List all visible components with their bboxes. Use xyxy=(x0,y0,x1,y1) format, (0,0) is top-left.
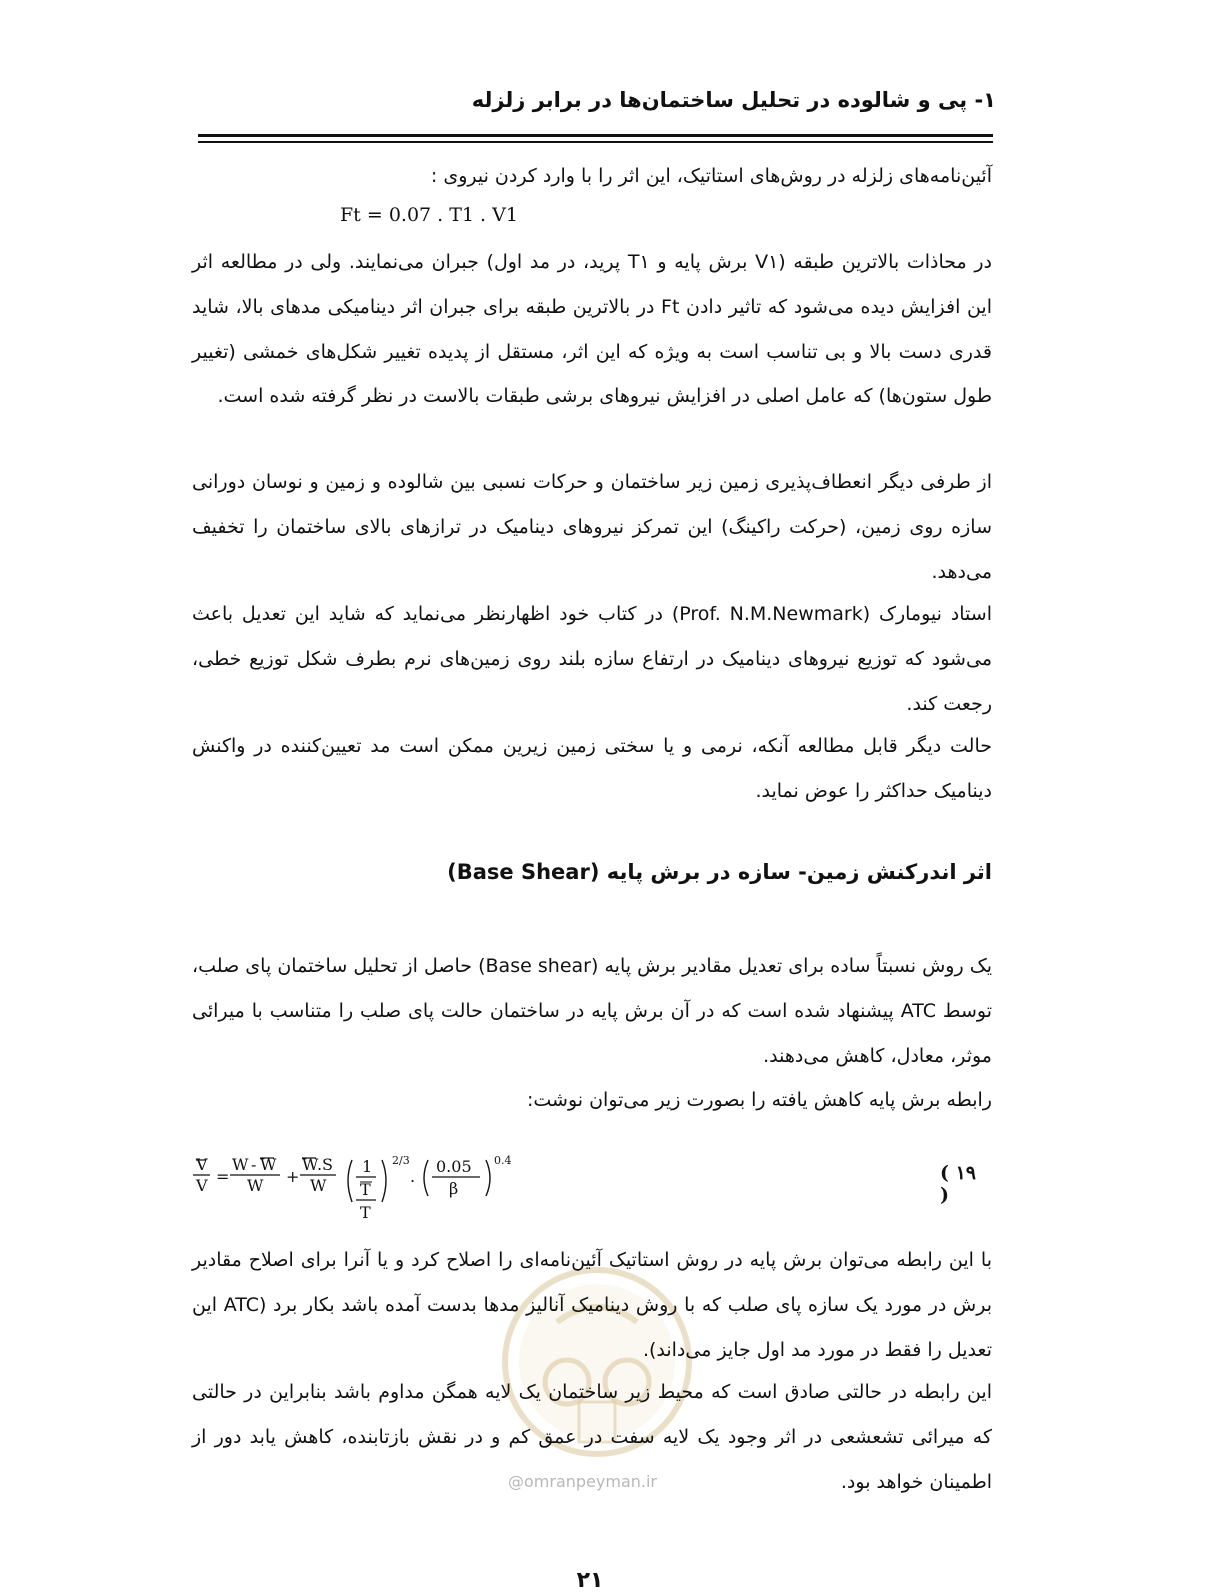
equation-number: ( ۱۹ ) xyxy=(940,1162,977,1206)
eq-c005: 0.05 xyxy=(436,1157,472,1176)
paragraph-3: از طرفی دیگر انعطاف‌پذیری زمین زیر ساختمان و حرکات نسبی بین شالوده و زمین و نوسان دورانی سازه روی زمین، (حرکت راکینگ) این تمرکز نیروهای دینامیک در ترازهای بالای ساختمان را تخفیف می‌دهد. xyxy=(192,471,992,583)
paragraph-7: رابطه برش پایه کاهش یافته را بصورت زیر می‌توان نوشت: xyxy=(526,1089,992,1111)
section-heading: اثر اندرکنش زمین- سازه در برش پایه (Base Shear) xyxy=(447,860,992,884)
paragraph-1: آئین‌نامه‌های زلزله در روش‌های استاتیک، این اثر را با وارد کردن نیروی : xyxy=(430,165,992,187)
paragraph-4: استاد نیومارک (Prof. N.M.Newmark) در کتاب خود اظهارنظر می‌نماید که شاید این تعدیل باعث می‌شود که توزیع نیروهای دینامیک در ارتفاع سازه بلند روی زمین‌های نرم بطرف شکل توزیع خطی، رجعت کند. xyxy=(192,603,992,715)
eq-v-den: V xyxy=(196,1176,208,1195)
formula-ft: Ft = 0.07 . T1 . V1 xyxy=(340,204,518,226)
eq-equals: = xyxy=(216,1167,230,1186)
equation-19 xyxy=(190,1150,520,1230)
header-rule-thin xyxy=(198,141,993,143)
eq-dot1: . xyxy=(317,1155,323,1174)
running-header: ۱- پی و شالوده در تحلیل ساختمان‌ها در برابر زلزله xyxy=(471,88,996,112)
eq-dot2: . xyxy=(410,1167,416,1186)
paragraph-9: این رابطه در حالتی صادق است که محیط زیر ساختمان یک لایه همگن مداوم باشد بنابراین در حالتی که میرائی تشعشعی در اثر وجود یک لایه سفت در عمق کم و در نقش بازتابنده، کاهش یابد دور از اطمینان خواهد بود. xyxy=(192,1381,992,1493)
header-rule-thick xyxy=(198,134,993,137)
eq-wbar2: W xyxy=(302,1155,319,1174)
eq-plus: + xyxy=(286,1167,300,1186)
eq-w1: W xyxy=(232,1155,249,1174)
eq-s: S xyxy=(322,1155,333,1174)
paragraph-5: حالت دیگر قابل مطالعه آنکه، نرمی و یا سختی زمین زیرین ممکن است مد تعیین‌کننده در واکنش دینامیک حداکثر را عوض نماید. xyxy=(192,735,992,802)
eq-one: 1 xyxy=(362,1157,373,1176)
eq-w-den2: W xyxy=(310,1176,327,1195)
eq-exp-1: 2/3 xyxy=(392,1154,410,1167)
paragraph-6: یک روش نسبتاً ساده برای تعدیل مقادیر برش پایه (Base shear) حاصل از تحلیل ساختمان پای صلب، توسط ATC پیشنهاد شده است که در آن برش پایه در ساختمان حالت پای صلب را متناسب با میرائی موثر، معادل، کاهش می‌دهند. xyxy=(192,955,993,1067)
page-number: ۲۱ xyxy=(576,1568,604,1593)
eq-exp-2: 0.4 xyxy=(494,1154,512,1167)
eq-w-den1: W xyxy=(247,1176,264,1195)
eq-wbar1: W xyxy=(260,1155,277,1174)
eq-t-num: T xyxy=(360,1180,371,1199)
eq-t-den: T xyxy=(360,1203,371,1222)
eq-minus: - xyxy=(251,1155,257,1174)
eq-beta: β xyxy=(449,1179,459,1198)
paragraph-2: در محاذات بالاترین طبقه (V۱ برش پایه و T۱ پرید، در مد اول) جبران می‌نمایند. ولی در مطالعه اثر این افزایش دیده می‌شود که تاثیر دادن Ft در بالاترین طبقه برای جبران اثر دینامیکی مدهای بالا، شاید قدری دست بالا و بی تناسب است به ویژه که این اثر، مستقل از پدیده تغییر شکل‌های خمشی (تغییر طول ستون‌ها) که عامل اصلی در افزایش نیروهای برشی طبقات بالاست در نظر گرفته شده است. xyxy=(192,251,992,408)
watermark-url: @omranpeyman.ir xyxy=(508,1472,658,1491)
eq-vbar-num: V xyxy=(196,1155,208,1174)
paragraph-8: با این رابطه می‌توان برش پایه در روش استاتیک آئین‌نامه‌ای را اصلاح کرد و یا آنرا برای اصلاح مقادیر برش در مورد یک سازه پای صلب که با روش دینامیک آنالیز مدها بدست آمده باشد بکار برد (ATC این تعدیل را فقط در مورد مد اول جایز می‌داند). xyxy=(192,1249,992,1361)
